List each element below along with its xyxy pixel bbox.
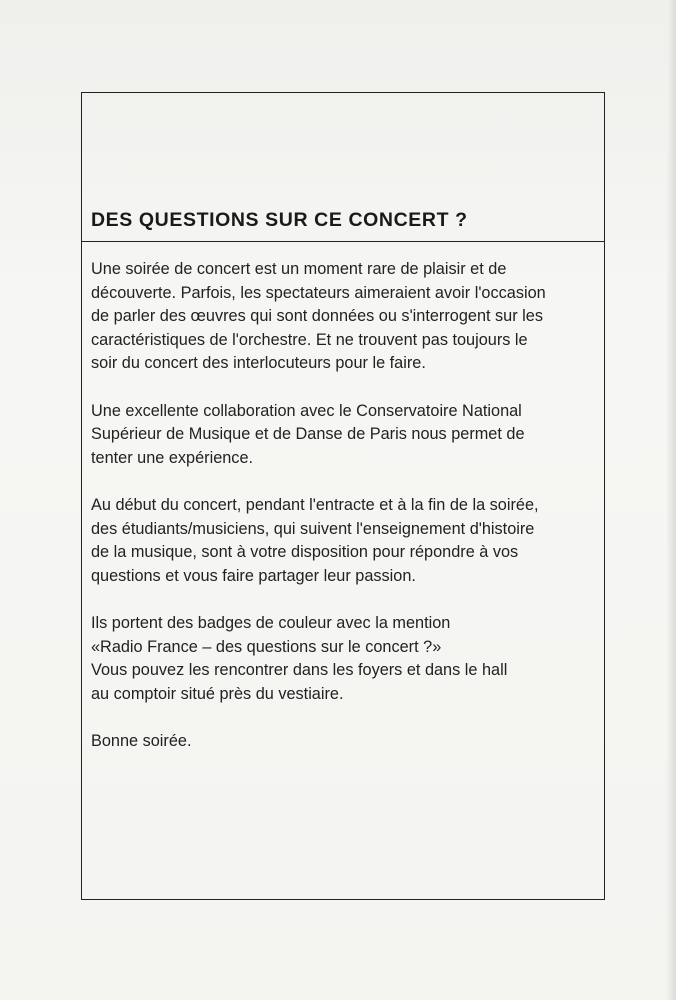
text-line: Bonne soirée. [91, 731, 192, 750]
text-line: Une soirée de concert est un moment rare de plaisir et de [91, 260, 507, 278]
paragraph-badges [91, 612, 601, 706]
text-line: Ils portent des badges de couleur avec la mention [91, 613, 451, 632]
paragraph-intro [91, 258, 601, 376]
body-text [91, 258, 601, 777]
page-title: DES QUESTIONS SUR CE CONCERT ? [91, 209, 468, 231]
text-line: des étudiants/musiciens, qui suivent l'enseignement d'histoire [91, 519, 535, 538]
text-line: Au début du concert, pendant l'entracte et à la fin de la soirée, [91, 495, 539, 514]
text-line: caractéristiques de l'orchestre. Et ne trouvent pas toujours le [91, 330, 528, 349]
text-line: questions et vous faire partager leur passion. [91, 566, 416, 585]
content-frame [81, 92, 605, 900]
text-line: au comptoir situé près du vestiaire. [91, 684, 344, 703]
text-line: soir du concert des interlocuteurs pour le faire. [91, 354, 426, 373]
paragraph-closing [91, 730, 601, 754]
text-line: découverte. Parfois, les spectateurs aimeraient avoir l'occasion [91, 283, 546, 302]
paragraph-collaboration [91, 400, 601, 471]
text-line: tenter une expérience. [91, 448, 254, 467]
text-line: Une excellente collaboration avec le Conservatoire National [91, 401, 522, 420]
paper-edge-shadow [666, 0, 676, 1000]
text-line: Supérieur de Musique et de Danse de Paris nous permet de [91, 425, 525, 444]
text-line: de la musique, sont à votre disposition pour répondre à vos [91, 543, 519, 562]
text-line: de parler des œuvres qui sont données ou s'interrogent sur les [91, 307, 543, 326]
heading-divider [82, 241, 604, 242]
paragraph-students [91, 494, 601, 588]
text-line: «Radio France – des questions sur le concert ?» [91, 637, 442, 656]
text-line: Vous pouvez les rencontrer dans les foyers et dans le hall [91, 661, 508, 680]
